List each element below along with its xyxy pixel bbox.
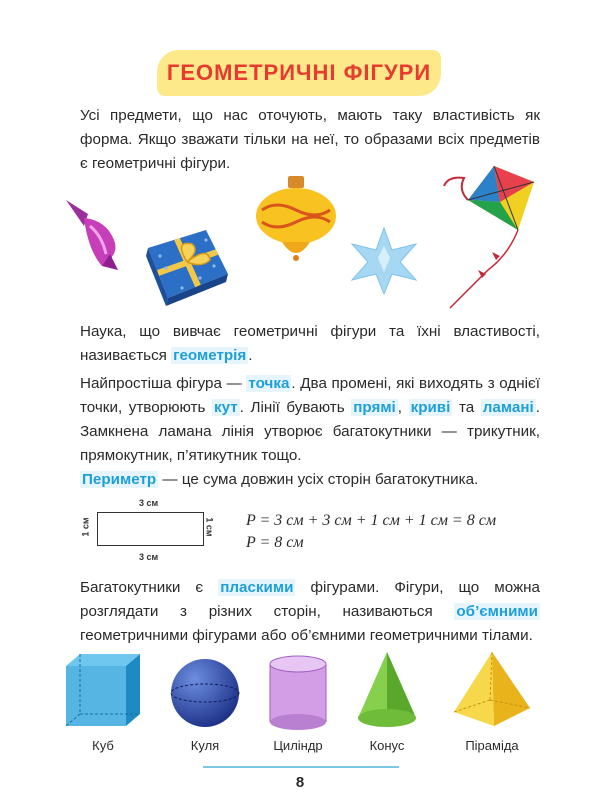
rectangle-diagram [97,512,204,546]
rect-right-label: 1 см [204,517,215,537]
term-point: точка [248,375,290,392]
shape-label-sphere: Куля [190,738,220,753]
shape-label-cylinder: Циліндр [273,738,323,753]
candy-image [58,192,128,272]
cube-image [62,652,144,728]
term-geometry: геометрія [173,347,247,364]
cone-image [354,650,420,732]
simplest-text-6: . Замкнена ламана лінія утворює багатокутники — трикутник, прямокутник, п’ятикутник тощо. [80,399,540,464]
term-angle: кут [214,399,238,416]
science-text: Наука, що вивчає геометричні фігури та їхні властивості, називається [80,323,540,364]
kite-image [438,160,548,310]
shape-label-cube: Куб [92,738,114,753]
perimeter-result: P = 8 см [246,534,304,551]
title-banner [157,50,441,96]
simplest-paragraph [80,372,540,468]
term-volumetric: об’ємними [456,603,538,620]
pyramid-image [450,650,534,730]
rect-left-label: 1 см [80,517,91,537]
snowflake-image [346,226,422,296]
term-perimeter: Периметр [82,471,157,488]
simplest-text-5: та [452,399,481,416]
simplest-text-2: . Два промені, які виходять з однієї точки, утворюють [80,375,540,416]
perimeter-text: — це сума довжин усіх сторін багатокутника. [158,471,479,488]
polygons-paragraph [80,576,540,648]
polygons-text-2: фігурами. Фігури, що можна розглядати з різних сторін, називаються [80,579,540,620]
science-paragraph [80,320,540,368]
page-number: 8 [295,774,305,791]
perimeter-definition [80,468,540,492]
page-title: ГЕОМЕТРИЧНІ ФІГУРИ [166,60,432,85]
rect-top-label: 3 см [139,498,159,508]
cylinder-image [266,654,330,732]
polygons-text-3: геометричними фігурами або об’ємними геометричними тілами. [80,627,533,644]
christmas-ornament-image [252,172,340,264]
term-curved: криві [410,399,451,416]
gift-box-image [140,218,232,310]
term-straight: прямі [353,399,396,416]
intro-paragraph: Усі предмети, що нас оточують, мають таку властивість як форма. Якщо зважати тільки на неї, то образами всіх предметів є геометричні фігури. [80,107,540,172]
shape-label-cone: Конус [369,738,405,753]
term-broken: ламані [482,399,534,416]
simplest-text-1: Найпростіша фігура — [80,375,247,392]
term-flat: пласкими [220,579,294,596]
polygons-text-1: Багатокутники є [80,579,219,596]
footer-divider [203,766,399,768]
perimeter-formula: P = 3 см + 3 см + 1 см + 1 см = 8 см [246,512,497,529]
shape-label-pyramid: Піраміда [465,738,519,753]
science-end: . [248,347,253,364]
sphere-image [168,656,242,730]
rect-bottom-label: 3 см [139,552,159,562]
simplest-text-3: . Лінії бувають [239,399,352,416]
simplest-text-4: , [397,399,409,416]
